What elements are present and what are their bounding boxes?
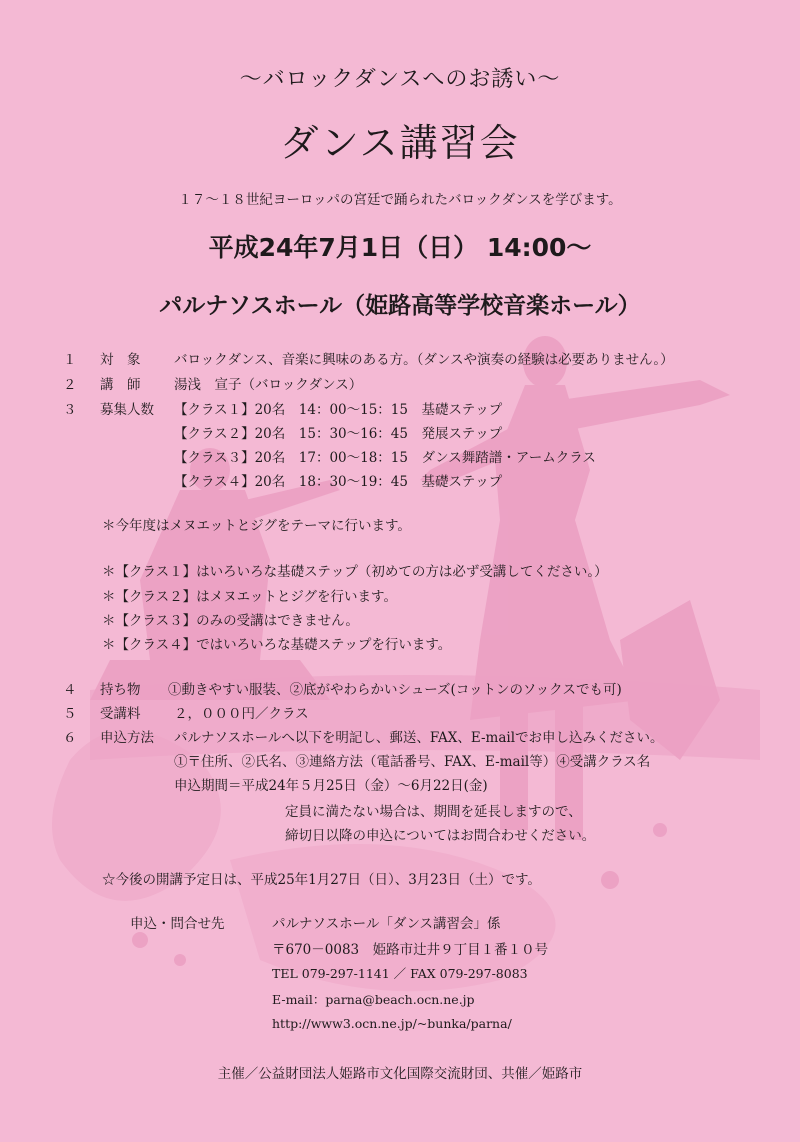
item-label: 受講料	[100, 706, 141, 722]
item-label: 申込方法	[100, 730, 154, 746]
contact-website-link[interactable]: http://www3.ocn.ne.jp/~bunka/parna/	[272, 1016, 512, 1031]
item-label: 持ち物	[100, 682, 141, 698]
event-date: 平成24年7月1日（日） 14:00～	[208, 233, 592, 262]
class-note-3: ＊【クラス３】のみの受講はできません。	[102, 613, 359, 629]
extend-note-2: 締切日以降の申込についてはお問合わせください。	[285, 828, 596, 844]
item-number: ４	[63, 682, 77, 698]
item-value: ①動きやすい服装、②底がやわらかいシューズ(コットンのソックスでも可)	[168, 682, 622, 698]
class-row-3: 【クラス３】20名 17：00～18：15 ダンス舞踏譜・アームクラス	[174, 450, 596, 466]
contact-address: 〒670－0083 姫路市辻井９丁目１番１０号	[272, 942, 549, 958]
item-label: 対 象	[100, 352, 141, 368]
class-note-2: ＊【クラス２】はメヌエットとジグを行います。	[102, 589, 397, 605]
item-number: ６	[63, 730, 77, 746]
contact-name: パルナソスホール「ダンス講習会」係	[272, 916, 501, 932]
class-note-1: ＊【クラス１】はいろいろな基礎ステップ（初めての方は必ず受講してください。）	[102, 564, 608, 580]
apply-details: ①〒住所、②氏名、③連絡方法（電話番号、FAX、E-mail等）④受講クラス名	[174, 754, 651, 770]
page-title: ダンス講習会	[280, 121, 520, 165]
schedule-note: ☆今後の開講予定日は、平成25年1月27日（日）、3月23日（土）です。	[102, 872, 541, 888]
item-number: ５	[63, 706, 77, 722]
theme-note: ＊今年度はメヌエットとジグをテーマに行います。	[102, 518, 411, 534]
item-value: バロックダンス、音楽に興味のある方。（ダンスや演奏の経験は必要ありません。）	[174, 352, 674, 368]
intro-text: １７～１８世紀ヨーロッパの宮廷で踊られたバロックダンスを学びます。	[178, 192, 622, 208]
class-row-4: 【クラス４】20名 18：30～19：45 基礎ステップ	[174, 474, 503, 490]
item-label: 講 師	[100, 377, 141, 393]
item-number: ３	[63, 402, 77, 418]
item-value: パルナソスホールへ以下を明記し、郵送、FAX、E-mailでお申し込みください。	[174, 730, 664, 746]
apply-period: 申込期間＝平成24年５月25日（金）～6月22日(金)	[174, 778, 488, 794]
item-label: 募集人数	[100, 402, 154, 418]
contact-label: 申込・問合せ先	[130, 916, 225, 932]
item-value: 湯浅 宣子（バロックダンス）	[174, 377, 363, 393]
class-row-1: 【クラス１】20名 14：00～15：15 基礎ステップ	[174, 402, 503, 418]
extend-note-1: 定員に満たない場合は、期間を延長しますので、	[285, 804, 582, 820]
item-number: ２	[63, 377, 77, 393]
item-value: ２，０００円／クラス	[174, 706, 309, 722]
organizer-footer: 主催／公益財団法人姫路市文化国際交流財団、共催／姫路市	[217, 1066, 583, 1082]
contact-email-link[interactable]: E-mail：parna@beach.ocn.ne.jp	[272, 992, 475, 1007]
class-row-2: 【クラス２】20名 15：30～16：45 発展ステップ	[174, 426, 503, 442]
subtitle: ～バロックダンスへのお誘い～	[239, 67, 561, 92]
class-note-4: ＊【クラス４】ではいろいろな基礎ステップを行います。	[102, 637, 452, 653]
event-venue: パルナソスホール（姫路高等学校音楽ホール）	[159, 293, 641, 319]
contact-phone-fax: TEL 079-297-1141 ／ FAX 079-297-8083	[272, 966, 528, 981]
item-number: １	[63, 352, 77, 368]
